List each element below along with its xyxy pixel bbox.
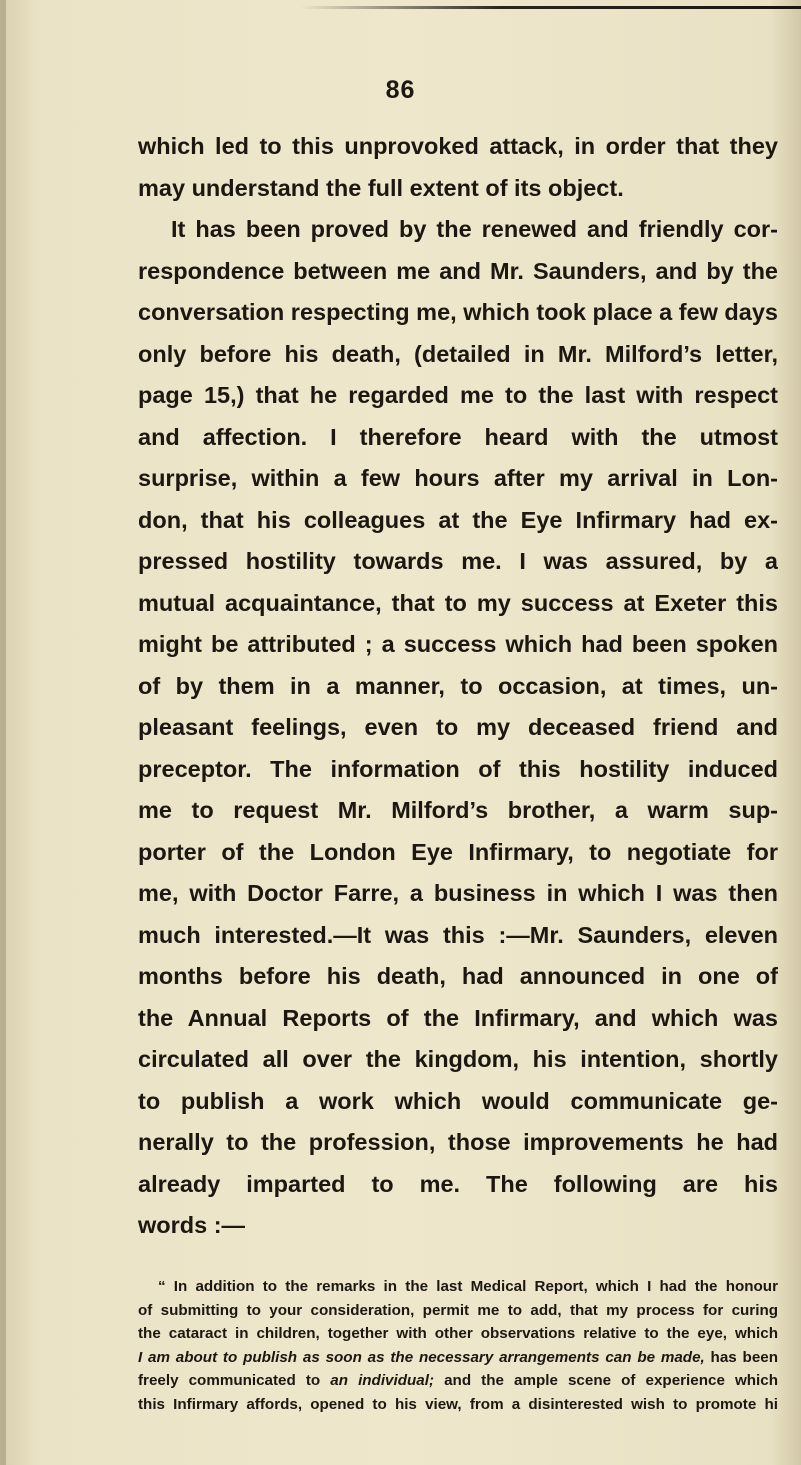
footnote-line: of submitting to your consideration, permit me to add, that my process for curing — [138, 1301, 778, 1319]
text-line: pressed hostility towards me. I was assured, by a — [138, 548, 778, 574]
text-line: which led to this unprovoked attack, in order that they — [138, 133, 778, 159]
text-line: nerally to the profession, those improvements he had — [138, 1129, 778, 1155]
footnote-line — [138, 1346, 778, 1370]
text-line: words :— — [138, 1212, 246, 1238]
footnote-line — [138, 1369, 778, 1393]
text-line: much interested.—It was this :—Mr. Saunders, eleven — [138, 921, 778, 948]
text-line: conversation respecting me, which took place a few days — [138, 299, 778, 325]
text-line: already imparted to me. The following are his — [138, 1170, 778, 1197]
text-line: pleasant feelings, even to my deceased friend and — [138, 714, 778, 740]
text-line: circulated all over the kingdom, his intention, shortly — [138, 1046, 778, 1072]
text-line: don, that his colleagues at the Eye Infirmary had ex- — [138, 506, 778, 533]
body-text — [138, 126, 778, 1247]
text-line: mutual acquaintance, that to my success at Exeter this — [138, 589, 778, 616]
text-line: and affection. I therefore heard with the utmost — [138, 423, 778, 450]
page-number: 86 — [385, 76, 416, 104]
text-line: preceptor. The information of this hostility induced — [138, 755, 778, 782]
text-line: me, with Doctor Farre, a business in which I was then — [138, 880, 778, 906]
top-rule — [300, 6, 801, 9]
text-line: respondence between me and Mr. Saunders, and by the — [138, 257, 778, 284]
text-line: porter of the London Eye Infirmary, to negotiate for — [138, 838, 778, 865]
footnote-italic-phrase: an individual; — [330, 1372, 435, 1389]
text-line: months before his death, had announced in one of — [138, 963, 778, 989]
text-line: surprise, within a few hours after my arrival in Lon- — [138, 465, 778, 491]
footnote-text: has been — [704, 1348, 778, 1366]
footnote-line: “ In addition to the remarks in the last Medical Report, which I had the honour — [158, 1278, 778, 1295]
text-line: It has been proved by the renewed and friendly cor- — [171, 216, 778, 242]
footnote-line: this Infirmary affords, opened to his view, from a disinterested wish to promote hi — [138, 1395, 778, 1413]
footnote — [138, 1275, 778, 1416]
footnote-italic-phrase: I am about to publish as soon as the necessary arrangements can be made, — [138, 1348, 705, 1366]
footnote-text: and the ample scene of experience which — [434, 1372, 778, 1389]
text-line: to publish a work which would communicate ge- — [138, 1087, 778, 1114]
text-line: page 15,) that he regarded me to the last with respect — [138, 382, 778, 408]
binding-edge — [0, 0, 6, 1465]
text-line: only before his death, (detailed in Mr. Milford’s letter, — [138, 340, 778, 367]
text-line: of by them in a manner, to occasion, at times, un- — [138, 672, 778, 699]
text-line: the Annual Reports of the Infirmary, and which was — [138, 1004, 778, 1031]
footnote-line: the cataract in children, together with other observations relative to the eye, which — [138, 1325, 778, 1342]
text-line: may understand the full extent of its object. — [138, 174, 624, 201]
text-line: might be attributed ; a success which had been spoken — [138, 631, 778, 657]
text-line: me to request Mr. Milford’s brother, a warm sup- — [138, 797, 778, 823]
footnote-text: freely communicated to — [138, 1372, 331, 1389]
